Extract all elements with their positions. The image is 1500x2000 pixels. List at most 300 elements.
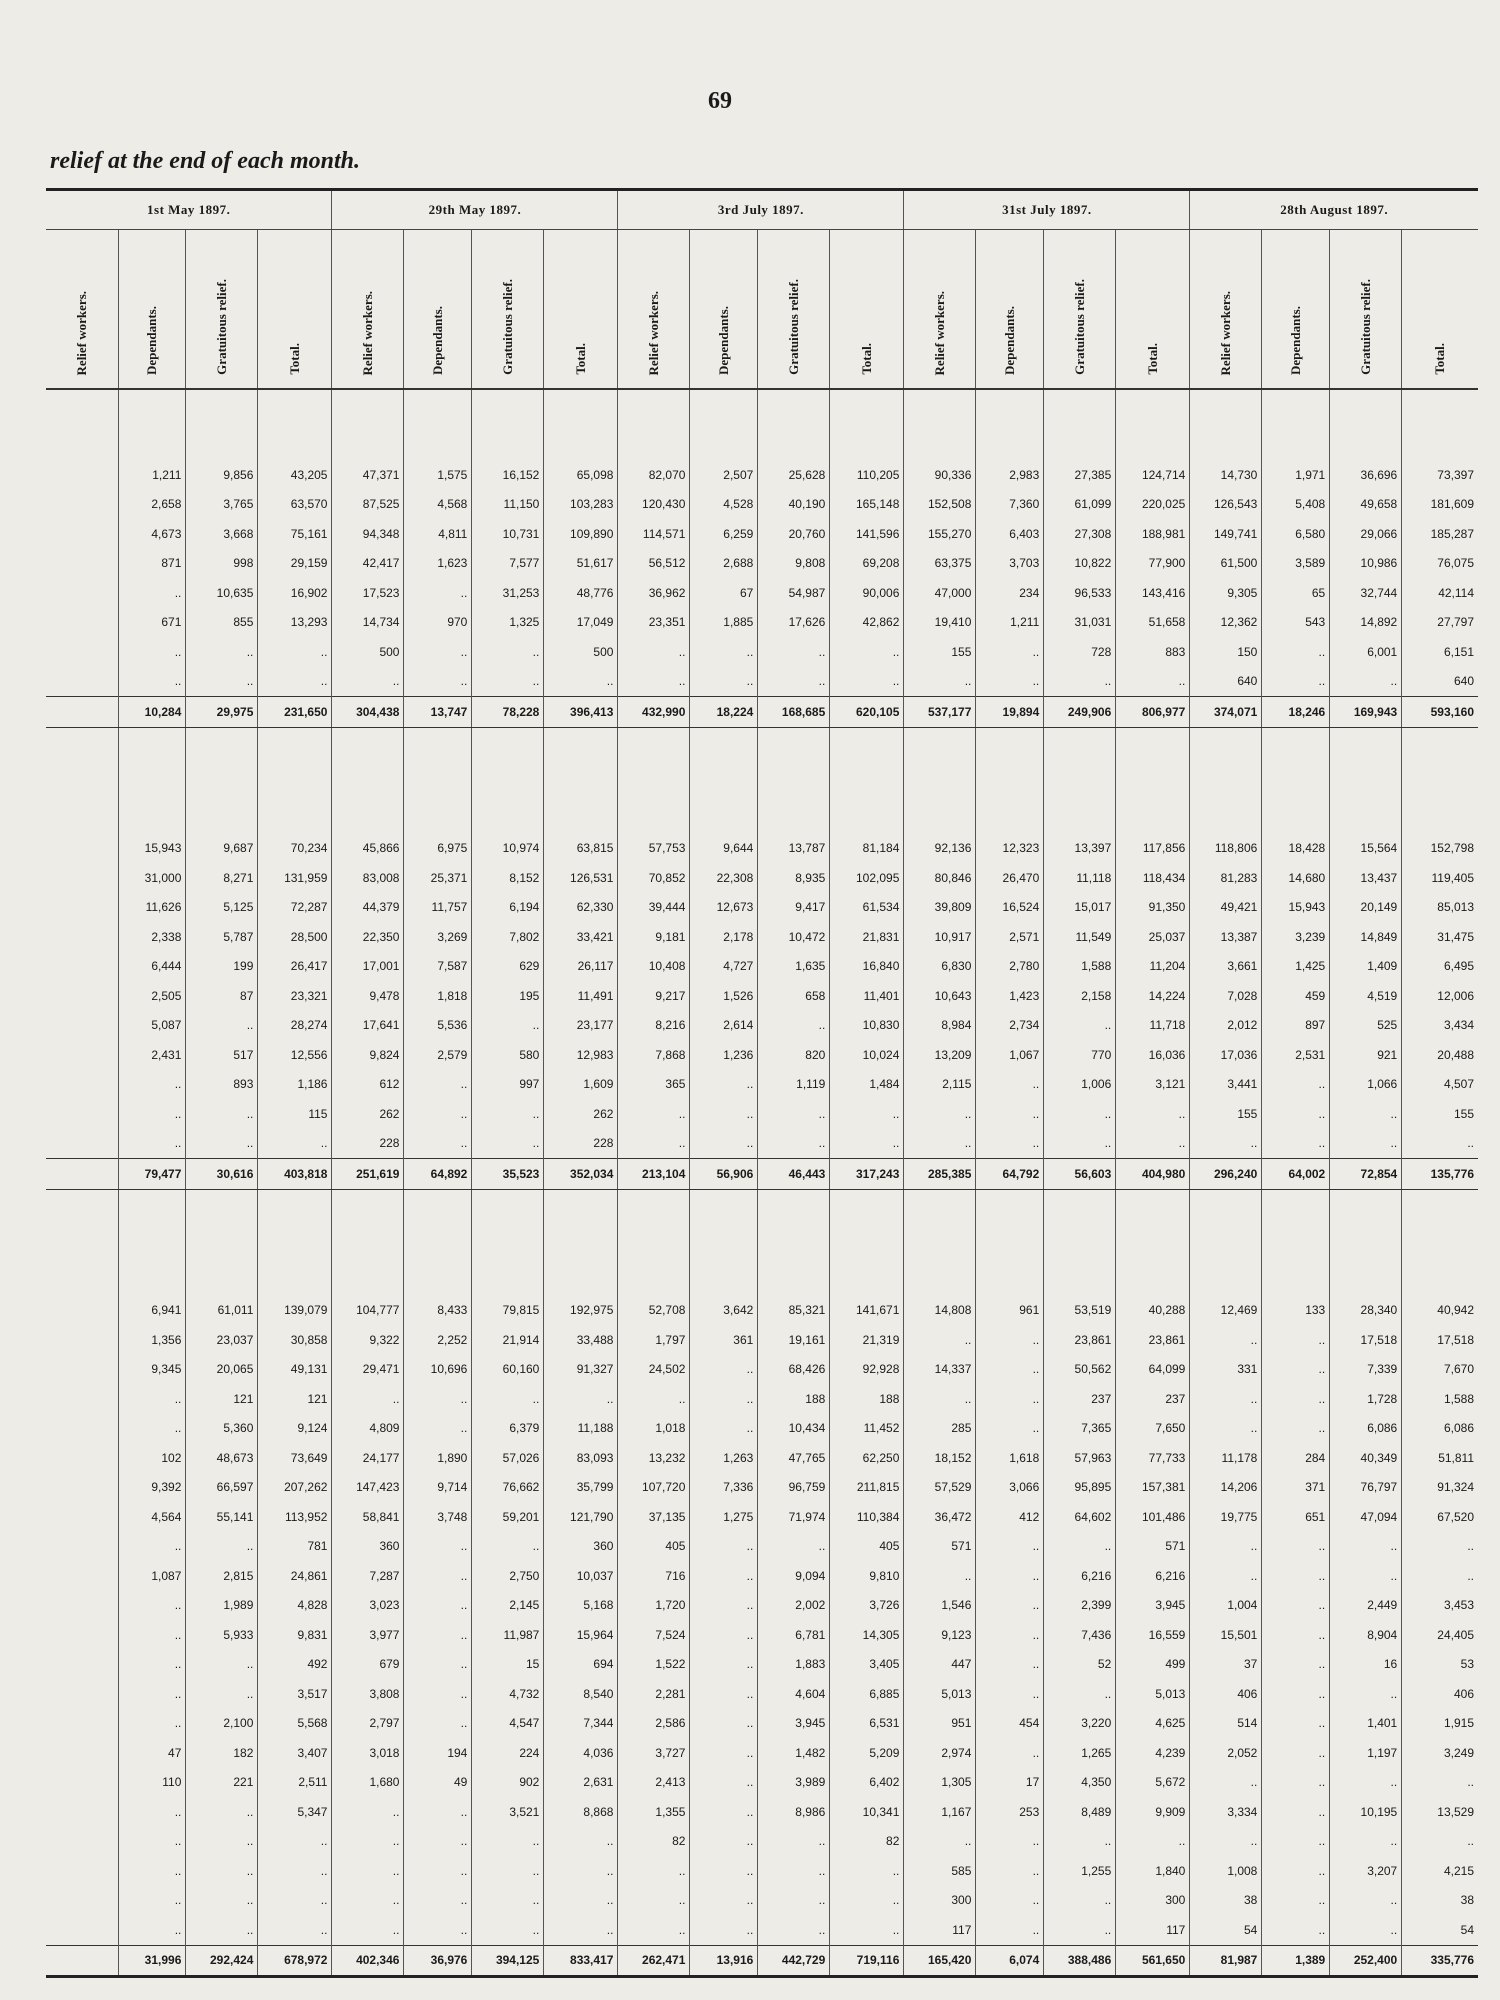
table-cell: .. <box>118 1679 186 1709</box>
table-cell: 13,209 <box>904 1040 976 1070</box>
table-cell: 285,385 <box>904 1159 976 1190</box>
table-cell: .. <box>758 1011 830 1041</box>
table-cell: .. <box>118 1709 186 1739</box>
table-cell: 40,349 <box>1330 1443 1402 1473</box>
column-header <box>258 230 332 390</box>
table-cell: 7,587 <box>404 952 472 982</box>
table-cell: .. <box>1190 1827 1262 1857</box>
table-cell: 40,288 <box>1116 1296 1190 1326</box>
table-cell: .. <box>1330 1099 1402 1129</box>
table-cell: 5,087 <box>118 1011 186 1041</box>
table-cell: 48,776 <box>544 578 618 608</box>
table-cell: 13,293 <box>258 608 332 638</box>
table-cell: .. <box>1402 1129 1478 1159</box>
table-cell: .. <box>118 667 186 697</box>
table-cell: .. <box>1044 1827 1116 1857</box>
table-cell: 24,502 <box>618 1355 690 1385</box>
table-cell: 2,974 <box>904 1738 976 1768</box>
table-cell: .. <box>472 667 544 697</box>
table-cell: .. <box>1262 1709 1330 1739</box>
table-cell: 6,259 <box>690 519 758 549</box>
table-cell: 61,534 <box>830 893 904 923</box>
table-cell: .. <box>258 1886 332 1916</box>
table-cell: .. <box>1330 1886 1402 1916</box>
table-cell: 651 <box>1262 1502 1330 1532</box>
table-row <box>46 1650 1478 1680</box>
table-cell: 4,507 <box>1402 1070 1478 1100</box>
table-cell: .. <box>976 1886 1044 1916</box>
table-cell: .. <box>472 1099 544 1129</box>
table-cell: 7,670 <box>1402 1355 1478 1385</box>
table-cell: 17,036 <box>1190 1040 1262 1070</box>
table-cell: 35,799 <box>544 1473 618 1503</box>
table-cell: 8,152 <box>472 863 544 893</box>
table-row <box>46 1011 1478 1041</box>
table-cell: .. <box>830 1099 904 1129</box>
table-cell: 17,518 <box>1402 1325 1478 1355</box>
table-cell: 221 <box>186 1768 258 1798</box>
table-cell: .. <box>1262 1070 1330 1100</box>
table-cell <box>46 1709 118 1739</box>
table-cell: 997 <box>472 1070 544 1100</box>
table-cell: .. <box>1190 1129 1262 1159</box>
table-row <box>46 1620 1478 1650</box>
table-cell: .. <box>1044 1679 1116 1709</box>
table-cell: .. <box>758 1856 830 1886</box>
table-row <box>46 1296 1478 1326</box>
table-cell: 405 <box>830 1532 904 1562</box>
table-cell: .. <box>976 1738 1044 1768</box>
table-row <box>46 1856 1478 1886</box>
table-cell: 234 <box>976 578 1044 608</box>
table-cell: 9,478 <box>332 981 404 1011</box>
table-cell: .. <box>1262 1915 1330 1945</box>
table-cell: 514 <box>1190 1709 1262 1739</box>
table-cell: 1,197 <box>1330 1738 1402 1768</box>
table-cell: .. <box>118 1886 186 1916</box>
table-cell: .. <box>544 667 618 697</box>
column-header <box>976 230 1044 390</box>
column-header <box>332 230 404 390</box>
table-cell: 5,168 <box>544 1591 618 1621</box>
table-cell: .. <box>904 1129 976 1159</box>
column-header-label: Gratuitous relief. <box>1357 279 1373 375</box>
column-header-label: Relief workers. <box>931 290 947 375</box>
table-cell: 5,360 <box>186 1414 258 1444</box>
table-cell: 6,086 <box>1402 1414 1478 1444</box>
table-cell: 970 <box>404 608 472 638</box>
table-cell: 719,116 <box>830 1945 904 1977</box>
table-cell: 2,983 <box>976 460 1044 490</box>
table-cell: .. <box>1330 1532 1402 1562</box>
table-cell: 1,840 <box>1116 1856 1190 1886</box>
column-header-label: Gratuitous relief. <box>1071 279 1087 375</box>
table-cell: 10,974 <box>472 834 544 864</box>
table-cell: 24,405 <box>1402 1620 1478 1650</box>
table-cell: 78,228 <box>472 697 544 728</box>
table-cell: 121 <box>186 1384 258 1414</box>
table-cell: 72,854 <box>1330 1159 1402 1190</box>
table-cell: 194 <box>404 1738 472 1768</box>
table-cell: 45,866 <box>332 834 404 864</box>
table-cell <box>46 608 118 638</box>
table-cell: 49,658 <box>1330 490 1402 520</box>
table-cell: 91,350 <box>1116 893 1190 923</box>
table-cell: 897 <box>1262 1011 1330 1041</box>
table-cell <box>46 1915 118 1945</box>
table-cell: .. <box>1116 1129 1190 1159</box>
table-cell: 19,410 <box>904 608 976 638</box>
table-row <box>46 1561 1478 1591</box>
table-cell: 63,815 <box>544 834 618 864</box>
table-cell: 73,649 <box>258 1443 332 1473</box>
table-cell: 10,037 <box>544 1561 618 1591</box>
table-cell: 9,123 <box>904 1620 976 1650</box>
table-cell: 2,614 <box>690 1011 758 1041</box>
table-cell: .. <box>1262 1620 1330 1650</box>
table-cell: 640 <box>1402 667 1478 697</box>
table-cell: 10,822 <box>1044 549 1116 579</box>
table-cell: .. <box>1262 1384 1330 1414</box>
column-header <box>1402 230 1478 390</box>
table-cell: .. <box>690 1886 758 1916</box>
table-cell: 284 <box>1262 1443 1330 1473</box>
table-cell: .. <box>1330 1827 1402 1857</box>
table-cell: 806,977 <box>1116 697 1190 728</box>
table-cell: 2,531 <box>1262 1040 1330 1070</box>
table-cell: 224 <box>472 1738 544 1768</box>
table-row <box>46 1709 1478 1739</box>
table-cell: 48,673 <box>186 1443 258 1473</box>
table-cell: .. <box>758 1886 830 1916</box>
table-cell: 11,549 <box>1044 922 1116 952</box>
table-cell: 92,928 <box>830 1355 904 1385</box>
table-cell: 14,892 <box>1330 608 1402 638</box>
table-cell: 110,205 <box>830 460 904 490</box>
table-cell: .. <box>830 1129 904 1159</box>
table-cell: .. <box>404 1099 472 1129</box>
table-cell: .. <box>1262 1738 1330 1768</box>
table-row <box>46 1414 1478 1444</box>
table-cell: 1,409 <box>1330 952 1402 982</box>
table-cell: 1,720 <box>618 1591 690 1621</box>
table-cell: 770 <box>1044 1040 1116 1070</box>
table-cell: 1,325 <box>472 608 544 638</box>
table-cell: 10,731 <box>472 519 544 549</box>
table-cell: .. <box>404 667 472 697</box>
column-header-label: Relief workers. <box>645 290 661 375</box>
table-cell: 26,417 <box>258 952 332 982</box>
table-cell: .. <box>544 1827 618 1857</box>
table-cell: 6,580 <box>1262 519 1330 549</box>
table-cell: 833,417 <box>544 1945 618 1977</box>
table-cell: .. <box>690 1856 758 1886</box>
table-cell: 16 <box>1330 1650 1402 1680</box>
table-cell: 1,989 <box>186 1591 258 1621</box>
table-cell: .. <box>118 1591 186 1621</box>
table-cell: 37,135 <box>618 1502 690 1532</box>
table-cell: .. <box>258 1129 332 1159</box>
table-cell: 7,577 <box>472 549 544 579</box>
table-cell: .. <box>976 1650 1044 1680</box>
table-cell: 2,797 <box>332 1709 404 1739</box>
table-cell: 19,894 <box>976 697 1044 728</box>
table-cell: 113,952 <box>258 1502 332 1532</box>
column-header-label: Dependants. <box>143 306 159 375</box>
table-cell: 70,234 <box>258 834 332 864</box>
table-cell <box>46 834 118 864</box>
table-cell: 79,477 <box>118 1159 186 1190</box>
table-cell <box>46 863 118 893</box>
table-cell: .. <box>976 1070 1044 1100</box>
table-cell: 29,471 <box>332 1355 404 1385</box>
table-row <box>46 1502 1478 1532</box>
table-cell: .. <box>404 1414 472 1444</box>
table-cell: .. <box>1044 1915 1116 1945</box>
table-cell: 1,355 <box>618 1797 690 1827</box>
table-cell: 51,658 <box>1116 608 1190 638</box>
table-cell: .. <box>690 1591 758 1621</box>
table-cell: 83,093 <box>544 1443 618 1473</box>
table-row <box>46 893 1478 923</box>
table-cell: 1,635 <box>758 952 830 982</box>
table-cell: 9,824 <box>332 1040 404 1070</box>
table-cell: 10,472 <box>758 922 830 952</box>
table-cell: 114,571 <box>618 519 690 549</box>
table-cell: 82 <box>830 1827 904 1857</box>
table-cell: 55,141 <box>186 1502 258 1532</box>
table-cell: .. <box>404 1561 472 1591</box>
table-cell: 1,890 <box>404 1443 472 1473</box>
table-cell: 47,371 <box>332 460 404 490</box>
table-cell: 335,776 <box>1402 1945 1478 1977</box>
table-cell: 716 <box>618 1561 690 1591</box>
table-cell: 9,909 <box>1116 1797 1190 1827</box>
table-cell: 118,434 <box>1116 863 1190 893</box>
table-cell: 25,371 <box>404 863 472 893</box>
table-cell <box>46 578 118 608</box>
table-cell: 2,338 <box>118 922 186 952</box>
table-row <box>46 981 1478 1011</box>
table-cell: 11,118 <box>1044 863 1116 893</box>
table-cell: .. <box>690 1561 758 1591</box>
table-cell: 7,802 <box>472 922 544 952</box>
table-cell: 13,397 <box>1044 834 1116 864</box>
table-cell: 2,505 <box>118 981 186 1011</box>
table-cell: .. <box>976 667 1044 697</box>
table-cell: 83,008 <box>332 863 404 893</box>
table-cell: .. <box>976 1355 1044 1385</box>
table-cell: .. <box>258 1856 332 1886</box>
table-cell: 2,507 <box>690 460 758 490</box>
table-cell: 1,797 <box>618 1325 690 1355</box>
table-cell: 4,732 <box>472 1679 544 1709</box>
table-cell: 3,748 <box>404 1502 472 1532</box>
table-cell: .. <box>690 1620 758 1650</box>
table-cell: 537,177 <box>904 697 976 728</box>
table-cell: 52 <box>1044 1650 1116 1680</box>
table-cell: .. <box>904 1827 976 1857</box>
period-header: 28th August 1897. <box>1190 190 1478 230</box>
table-cell: 12,362 <box>1190 608 1262 638</box>
table-cell: .. <box>830 637 904 667</box>
table-cell: 728 <box>1044 637 1116 667</box>
table-cell <box>46 667 118 697</box>
table-cell: 52,708 <box>618 1296 690 1326</box>
table-cell: 961 <box>976 1296 1044 1326</box>
table-cell: 139,079 <box>258 1296 332 1326</box>
table-cell: 9,856 <box>186 460 258 490</box>
table-cell: 1,087 <box>118 1561 186 1591</box>
column-header <box>618 230 690 390</box>
table-cell: .. <box>976 1099 1044 1129</box>
table-cell: .. <box>1190 1532 1262 1562</box>
table-cell: 9,644 <box>690 834 758 864</box>
table-cell: 403,818 <box>258 1159 332 1190</box>
table-cell: 9,810 <box>830 1561 904 1591</box>
table-cell: 580 <box>472 1040 544 1070</box>
table-cell: 10,341 <box>830 1797 904 1827</box>
table-cell: 76,797 <box>1330 1473 1402 1503</box>
table-row <box>46 519 1478 549</box>
table-cell: 2,413 <box>618 1768 690 1798</box>
table-cell: 9,345 <box>118 1355 186 1385</box>
table-cell: 2,158 <box>1044 981 1116 1011</box>
table-cell: 165,148 <box>830 490 904 520</box>
table-cell: 3,220 <box>1044 1709 1116 1739</box>
table-cell: 96,533 <box>1044 578 1116 608</box>
table-cell <box>46 1620 118 1650</box>
table-row <box>46 1099 1478 1129</box>
column-header <box>472 230 544 390</box>
table-cell: 26,470 <box>976 863 1044 893</box>
table-cell: 5,209 <box>830 1738 904 1768</box>
table-cell: 155 <box>1402 1099 1478 1129</box>
table-cell: .. <box>618 1856 690 1886</box>
table-cell: 3,668 <box>186 519 258 549</box>
table-cell: 459 <box>1262 981 1330 1011</box>
table-cell: .. <box>472 1827 544 1857</box>
table-row <box>46 1738 1478 1768</box>
table-cell: .. <box>976 1620 1044 1650</box>
table-cell: .. <box>1044 1886 1116 1916</box>
table-cell: 14,337 <box>904 1355 976 1385</box>
table-row <box>46 667 1478 697</box>
table-cell: .. <box>976 1561 1044 1591</box>
table-cell: 231,650 <box>258 697 332 728</box>
table-cell: .. <box>976 1856 1044 1886</box>
table-cell <box>46 1414 118 1444</box>
total-row <box>46 697 1478 728</box>
table-cell: 155,270 <box>904 519 976 549</box>
table-cell: 57,753 <box>618 834 690 864</box>
table-cell: 2,780 <box>976 952 1044 982</box>
table-cell: 1,066 <box>1330 1070 1402 1100</box>
column-header <box>544 230 618 390</box>
table-cell: 2,281 <box>618 1679 690 1709</box>
table-cell: .. <box>404 1532 472 1562</box>
table-cell: 16,152 <box>472 460 544 490</box>
table-cell: .. <box>404 1591 472 1621</box>
table-cell: .. <box>118 1384 186 1414</box>
table-cell: 188 <box>758 1384 830 1414</box>
table-row <box>46 1915 1478 1945</box>
table-cell: .. <box>258 667 332 697</box>
table-cell: 3,589 <box>1262 549 1330 579</box>
table-cell: 9,094 <box>758 1561 830 1591</box>
table-cell: .. <box>1190 1325 1262 1355</box>
table-cell: 61,099 <box>1044 490 1116 520</box>
table-cell: 5,013 <box>1116 1679 1190 1709</box>
table-cell: 388,486 <box>1044 1945 1116 1977</box>
table-cell: .. <box>830 1856 904 1886</box>
table-cell: 394,125 <box>472 1945 544 1977</box>
table-cell: 121,790 <box>544 1502 618 1532</box>
table-cell: 20,065 <box>186 1355 258 1385</box>
table-cell: 1,971 <box>1262 460 1330 490</box>
period-header: 1st May 1897. <box>46 190 332 230</box>
table-cell: .. <box>1330 1915 1402 1945</box>
table-cell: 21,319 <box>830 1325 904 1355</box>
table-cell: 871 <box>118 549 186 579</box>
table-cell: 16,524 <box>976 893 1044 923</box>
table-cell: .. <box>118 1070 186 1100</box>
table-cell: .. <box>332 1856 404 1886</box>
table-cell: 8,868 <box>544 1797 618 1827</box>
table-cell: 17,049 <box>544 608 618 638</box>
table-cell <box>46 1945 118 1977</box>
table-cell: 64,002 <box>1262 1159 1330 1190</box>
table-cell: 121 <box>258 1384 332 1414</box>
table-cell: 525 <box>1330 1011 1402 1041</box>
table-cell: .. <box>904 1099 976 1129</box>
table-cell: .. <box>976 1679 1044 1709</box>
column-header <box>46 230 118 390</box>
table-cell: .. <box>186 637 258 667</box>
table-cell: 14,224 <box>1116 981 1190 1011</box>
table-cell: 4,809 <box>332 1414 404 1444</box>
table-cell: .. <box>404 1827 472 1857</box>
table-cell: 207,262 <box>258 1473 332 1503</box>
table-cell: 39,809 <box>904 893 976 923</box>
table-cell: .. <box>1190 1384 1262 1414</box>
period-header: 31st July 1897. <box>904 190 1190 230</box>
table-cell <box>46 1325 118 1355</box>
table-cell <box>46 1591 118 1621</box>
table-cell: .. <box>758 637 830 667</box>
table-cell: 8,216 <box>618 1011 690 1041</box>
table-cell: 237 <box>1116 1384 1190 1414</box>
table-cell: 53,519 <box>1044 1296 1116 1326</box>
column-header <box>1116 230 1190 390</box>
table-cell: 61,011 <box>186 1296 258 1326</box>
table-cell: 152,798 <box>1402 834 1478 864</box>
column-header <box>758 230 830 390</box>
table-cell: 16,902 <box>258 578 332 608</box>
table-cell <box>46 922 118 952</box>
table-cell <box>46 1679 118 1709</box>
table-cell: 5,568 <box>258 1709 332 1739</box>
table-cell: 612 <box>332 1070 404 1100</box>
table-cell: 7,287 <box>332 1561 404 1591</box>
table-cell: 5,787 <box>186 922 258 952</box>
table-cell: 8,271 <box>186 863 258 893</box>
table-cell: 7,365 <box>1044 1414 1116 1444</box>
table-cell: 192,975 <box>544 1296 618 1326</box>
table-cell: 1,255 <box>1044 1856 1116 1886</box>
table-cell: .. <box>1044 1011 1116 1041</box>
period-header-row <box>46 190 1478 230</box>
